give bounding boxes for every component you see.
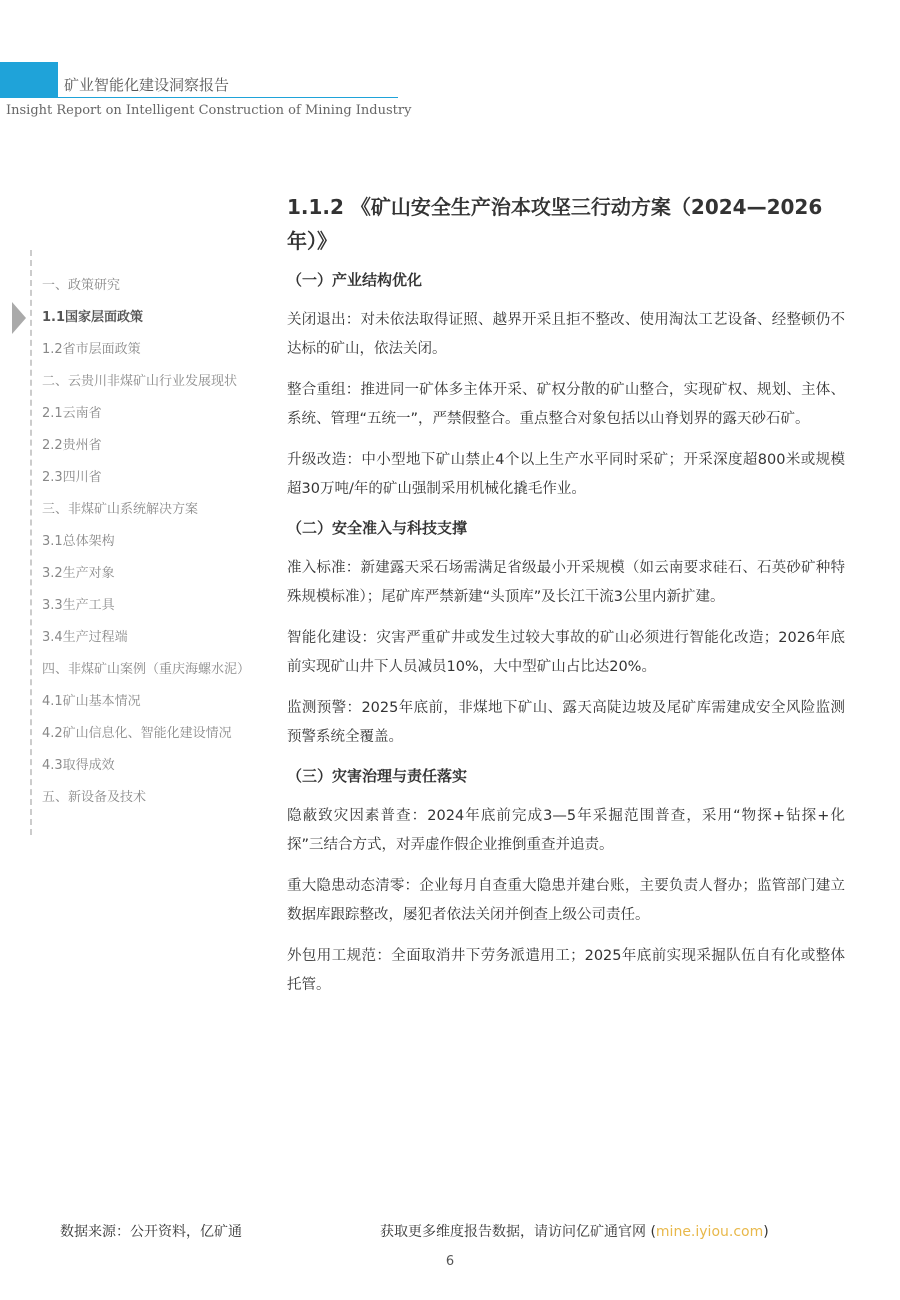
toc-item[interactable]: 4.1矿山基本情况 bbox=[42, 694, 141, 709]
subsection-title: （二）安全准入与科技支撑 bbox=[287, 519, 468, 537]
toc-current-arrow-icon bbox=[12, 302, 26, 334]
page-number: 6 bbox=[445, 1254, 455, 1269]
paragraph: 升级改造：中小型地下矿山禁止4个以上生产水平同时采矿；开采深度超800米或规模超30万吨/年的矿山强制采用机械化撬毛作业。 bbox=[287, 452, 845, 497]
toc-item[interactable]: 二、云贵川非煤矿山行业发展现状 bbox=[42, 374, 238, 389]
toc-item[interactable]: 1.1国家层面政策 bbox=[42, 310, 144, 325]
toc-item[interactable]: 3.3生产工具 bbox=[42, 598, 115, 613]
report-title-cn: 矿业智能化建设洞察报告 bbox=[64, 76, 230, 94]
header-divider bbox=[58, 97, 398, 98]
table-of-contents bbox=[30, 250, 272, 835]
toc-item[interactable]: 4.3取得成效 bbox=[42, 758, 115, 773]
toc-item[interactable]: 2.2贵州省 bbox=[42, 438, 102, 453]
subsection-title: （一）产业结构优化 bbox=[287, 271, 423, 289]
paragraph: 整合重组：推进同一矿体多主体开采、矿权分散的矿山整合，实现矿权、规划、主体、系统、管理“五统一”，严禁假整合。重点整合对象包括以山脊划界的露天砂石矿。 bbox=[287, 382, 845, 427]
toc-item[interactable]: 三、非煤矿山系统解决方案 bbox=[42, 502, 199, 517]
paragraph: 监测预警：2025年底前，非煤地下矿山、露天高陡边坡及尾矿库需建成安全风险监测预警系统全覆盖。 bbox=[287, 700, 845, 745]
main-content bbox=[287, 190, 845, 1012]
toc-item[interactable]: 一、政策研究 bbox=[42, 278, 121, 293]
toc-list bbox=[42, 275, 272, 819]
footer-more-info bbox=[380, 1221, 769, 1241]
subsection-title: （三）灾害治理与责任落实 bbox=[287, 767, 468, 785]
website-link[interactable]: mine.iyiou.com bbox=[655, 1224, 764, 1240]
toc-item[interactable]: 3.4生产过程端 bbox=[42, 630, 128, 645]
footer-source: 数据来源：公开资料，亿矿通 bbox=[60, 1224, 242, 1240]
sections-container bbox=[287, 268, 845, 1000]
section-title: 1.1.2 《矿山安全生产治本攻坚三行动方案（2024—2026年）》 bbox=[287, 195, 823, 253]
header-accent-block bbox=[0, 62, 58, 98]
toc-item[interactable]: 3.1总体架构 bbox=[42, 534, 115, 549]
toc-item[interactable]: 2.1云南省 bbox=[42, 406, 102, 421]
paragraph: 准入标准：新建露天采石场需满足省级最小开采规模（如云南要求硅石、石英砂矿种特殊规模标准）；尾矿库严禁新建“头顶库”及长江干流3公里内新扩建。 bbox=[287, 560, 845, 605]
paragraph: 重大隐患动态清零：企业每月自查重大隐患并建台账，主要负责人督办；监管部门建立数据库跟踪整改，屡犯者依法关闭并倒查上级公司责任。 bbox=[287, 878, 845, 923]
paragraph: 智能化建设：灾害严重矿井或发生过较大事故的矿山必须进行智能化改造；2026年底前实现矿山井下人员减员10%，大中型矿山占比达20%。 bbox=[287, 630, 845, 675]
toc-item[interactable]: 3.2生产对象 bbox=[42, 566, 115, 581]
paragraph: 关闭退出：对未依法取得证照、越界开采且拒不整改、使用淘汰工艺设备、经整顿仍不达标的矿山，依法关闭。 bbox=[287, 312, 845, 357]
footer-more-prefix: 获取更多维度报告数据，请访问亿矿通官网 ( bbox=[380, 1224, 656, 1240]
toc-item[interactable]: 四、非煤矿山案例（重庆海螺水泥） bbox=[42, 662, 251, 677]
footer-more-suffix: ) bbox=[763, 1224, 769, 1240]
toc-item[interactable]: 五、新设备及技术 bbox=[42, 790, 147, 805]
paragraph: 隐蔽致灾因素普查：2024年底前完成3—5年采掘范围普查，采用“物探+钻探+化探”三结合方式，对弄虚作假企业推倒重查并追责。 bbox=[287, 808, 845, 853]
toc-item[interactable]: 4.2矿山信息化、智能化建设情况 bbox=[42, 726, 232, 741]
paragraph: 外包用工规范：全面取消井下劳务派遣用工；2025年底前实现采掘队伍自有化或整体托管。 bbox=[287, 948, 845, 993]
report-title-en: Insight Report on Intelligent Construction of Mining Industry bbox=[6, 103, 412, 118]
toc-item[interactable]: 2.3四川省 bbox=[42, 470, 102, 485]
toc-item[interactable]: 1.2省市层面政策 bbox=[42, 342, 141, 357]
